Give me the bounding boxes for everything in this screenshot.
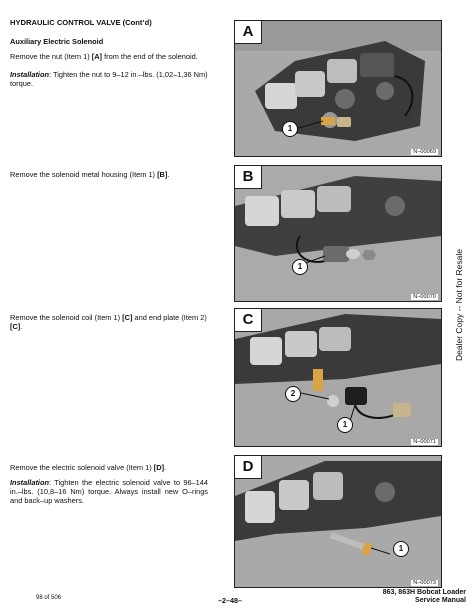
step-b-pre: Remove the solenoid metal housing (Item 1) [10, 170, 158, 179]
figure-d-photo [235, 456, 441, 587]
step-c-text [10, 313, 208, 331]
dealer-copy-watermark [452, 205, 466, 405]
step-c-ref2: [C] [10, 322, 21, 332]
step-a-post: from the end of the solenoid. [102, 52, 198, 61]
manual-title-line-2: Service Manual [415, 597, 466, 605]
figure-a-letter: A [235, 21, 262, 44]
figure-d-id: N–00073 [413, 580, 436, 586]
step-b-post: . [167, 170, 170, 179]
figure-d-callout-1: 1 [393, 541, 409, 557]
manual-title-line-1: 863, 863H Bobcat Loader [382, 589, 466, 596]
manual-title [360, 589, 466, 606]
step-a-note-label: Installation [10, 70, 50, 79]
figure-a-id: N–00069 [413, 149, 436, 155]
step-b-text [10, 170, 208, 179]
figure-a [234, 20, 442, 157]
step-a-installation [10, 70, 208, 88]
step-d-installation [10, 478, 208, 506]
figure-b-id: N–00070 [413, 294, 436, 300]
step-a-ref: [A] [91, 52, 103, 61]
figure-d [234, 455, 442, 588]
step-a-text [10, 52, 208, 61]
section-title: HYDRAULIC CONTROL VALVE (Cont’d) [10, 18, 152, 27]
figure-b-callout-1: 1 [292, 259, 308, 275]
step-d-note-text: : Tighten the electric solenoid valve to 96–144 in.–lbs. (10,8–16 Nm) torque. Always install new O–rings and back–up washers. [10, 478, 208, 506]
step-d-post: . [164, 463, 167, 472]
step-a-note-text: : Tighten the nut to 9–12 in.–lbs. (1,02–1,36 Nm) torque. [10, 70, 208, 89]
figure-b-photo [235, 166, 441, 301]
dealer-copy-text: Dealer Copy -- Not for Resale [454, 249, 464, 361]
step-c-ref: [C] [122, 313, 133, 322]
step-c-post: . [20, 322, 23, 332]
figure-a-photo [235, 21, 441, 156]
subsection-title: Auxiliary Electric Solenoid [10, 37, 104, 46]
figure-c [234, 308, 442, 447]
step-d-note-label: Installation [10, 478, 50, 487]
figure-a-callout-1: 1 [282, 121, 298, 137]
step-a-pre: Remove the nut (Item 1) [10, 52, 92, 61]
figure-d-letter: D [235, 456, 262, 479]
figure-c-letter: C [235, 309, 262, 332]
figure-c-callout-2: 2 [285, 386, 301, 402]
figure-c-callout-1: 1 [337, 417, 353, 433]
figure-b-letter: B [235, 166, 262, 189]
step-d-text [10, 463, 208, 472]
step-b-ref: [B] [157, 170, 168, 179]
page-number: –2–48– [218, 596, 242, 605]
figure-b [234, 165, 442, 302]
step-d-pre: Remove the electric solenoid valve (Item 1) [10, 463, 154, 472]
page-count: 98 of 506 [36, 595, 62, 601]
step-c-mid: and end plate (Item 2) [132, 313, 207, 322]
figure-c-id: N–00071 [413, 439, 436, 445]
step-c-pre: Remove the solenoid coil (Item 1) [10, 313, 123, 322]
step-d-ref: [D] [153, 463, 165, 472]
